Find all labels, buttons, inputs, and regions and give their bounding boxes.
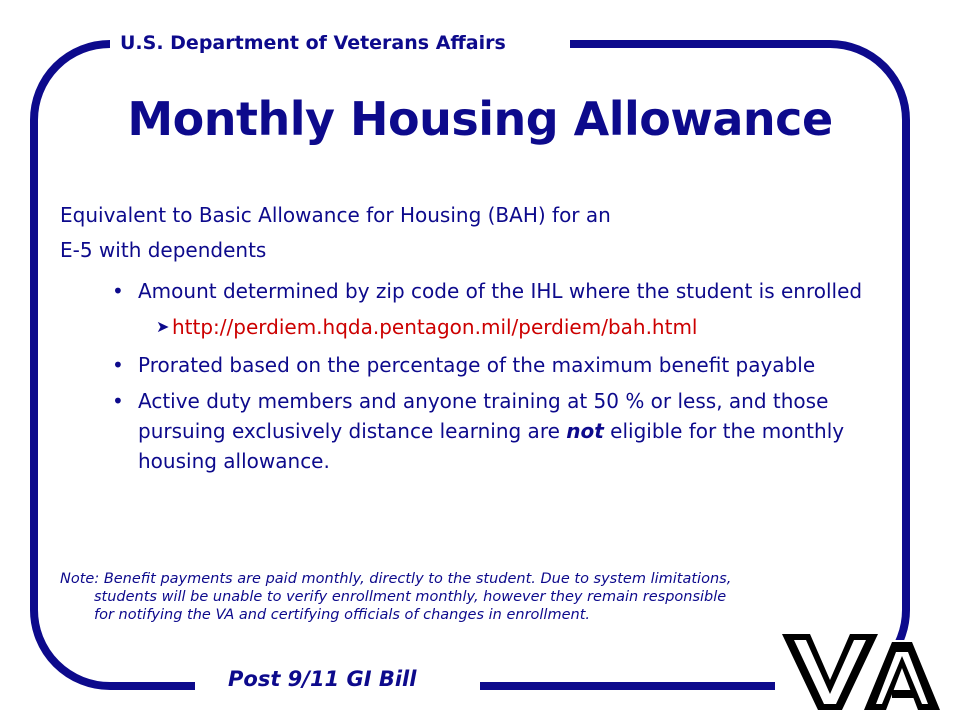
bullet-item-eligibility [108,386,888,476]
sub-bullet-link-item[interactable] [108,312,888,342]
bullet-item-prorated [108,350,888,380]
bullet-item-zip-code [108,276,888,306]
bullet-emphasis-not: not [566,419,604,443]
bullet-list [108,276,888,482]
note-block [60,570,900,624]
bullet-text-part-1: Active duty members and anyone training at 50 % or less, and those pursuing exclusively distance learning are [138,389,829,443]
bullet-text-part-2: eligible for the monthly housing allowance. [138,419,845,473]
bullet-dot-icon: • [112,279,124,303]
intro-line-1: Equivalent to Basic Allowance for Housing (BAH) for an [60,203,611,227]
slide-title: Monthly Housing Allowance [127,92,833,146]
bullet-dot-icon: • [112,353,124,377]
agency-name: U.S. Department of Veterans Affairs [120,32,506,54]
bullet-text: Prorated based on the percentage of the maximum benefit payable [138,353,816,377]
footer-label: Post 9/11 GI Bill [228,667,417,691]
bullet-text: Amount determined by zip code of the IHL where the student is enrolled [138,279,863,303]
va-logo-icon [780,628,940,712]
note-line-2: students will be unable to verify enrollment monthly, however they remain responsible [94,589,727,605]
bullet-dot-icon: • [112,389,124,413]
note-line-3: for notifying the VA and certifying officials of changes in enrollment. [94,607,590,623]
bah-link[interactable]: http://perdiem.hqda.pentagon.mil/perdiem/bah.html [172,315,698,339]
intro-text [60,198,860,268]
note-line-1: Note: Benefit payments are paid monthly, directly to the student. Due to system limitations, [60,571,732,587]
intro-line-2: E-5 with dependents [60,238,267,262]
arrow-right-icon: ➤ [156,317,170,336]
